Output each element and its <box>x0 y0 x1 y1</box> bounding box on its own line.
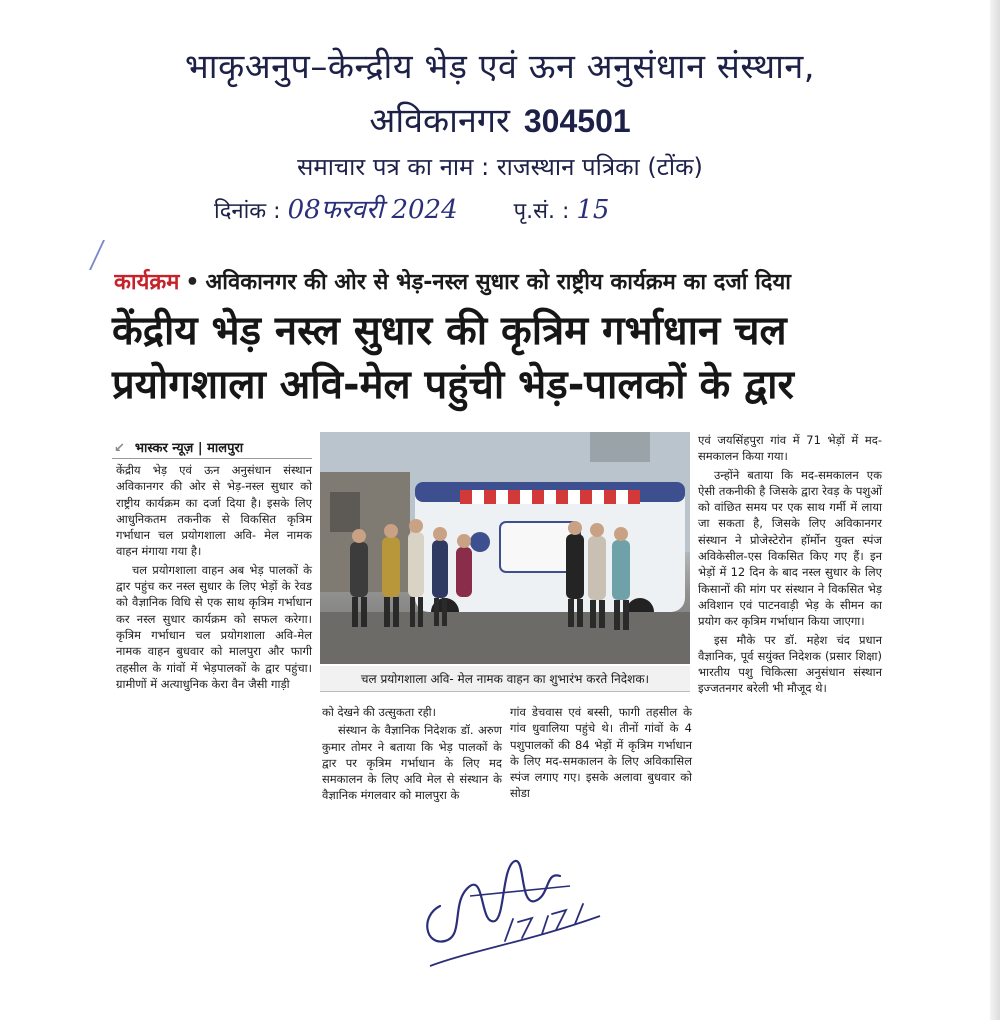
institute-pin: 304501 <box>523 103 631 139</box>
institute-city: अविकानगर <box>369 101 510 141</box>
headline-line-1: केंद्रीय भेड़ नस्ल सुधार की कृत्रिम गर्भाधान चल <box>112 308 787 354</box>
byline-divider <box>112 458 312 459</box>
column-1-paragraph-2: चल प्रयोगशाला वाहन अब भेड़ पालकों के द्वार पहुंच कर नस्ल सुधार के लिए भेड़ों के रेवड को वैज्ञानिक विधि से एक साथ कृत्रिम गर्भाधान कर नस्ल सुधार कार्यक्रम को सफल करेगा। कृत्रिम गर्भाधान चल प्रयोगशाला अवि-मेल नामक वाहन बुधवार को मालपुरा और फागी तहसील के गांवों में भेड़पालकों के द्वार पहुंचा। ग्रामीणों में अत्याधुनिक केरा वैन जैसी गाड़ी <box>116 562 312 691</box>
article-column-2 <box>322 704 502 806</box>
article-column-4 <box>698 432 882 699</box>
column-4-paragraph-2: उन्होंने बताया कि मद-समकालन एक ऐसी तकनीकी है जिसके द्वारा रेवड़ के पशुओं को वांछित समय पर एक साथ गर्मी में लाया जा सकता है, जिसके लिए अविकानगर संस्थान ने प्रोजेस्टेरोन हॉर्मोन युक्त स्पंज अविकेसील-एस विकसित किए गए हैं। इन भेड़ों में 12 दिन के बाद नस्ल सुधार के लिए किसानों की मांग पर संस्थान ने विकसित भेड़ अविशान एवं पाटनवाड़ी भेड़ के सीमन का प्रयोग कर कृत्रिम गर्भाधान किया जाएगा। <box>698 467 882 629</box>
column-4-paragraph-3: इस मौके पर डॉ. महेश चंद प्रधान वैज्ञानिक, पूर्व सयुंक्त निदेशक (प्रसार शिक्षा) भारतीय पशु चिकित्सा अनुसंधान संस्थान इज्जतनगर बरेली भी मौजूद थे। <box>698 632 882 696</box>
photo-caption: चल प्रयोगशाला अवि- मेल नामक वाहन का शुभारंभ करते निदेशक। <box>320 666 690 692</box>
kicker-bullet: • <box>185 270 200 295</box>
column-2-paragraph-2: संस्थान के वैज्ञानिक निदेशक डॉ. अरुण कुमार तोमर ने बताया कि भेड़ पालकों के द्वार पर कृत्रिम गर्भाधान के लिए मद समकालन के लिए अवि मेल से संस्थान के वैज्ञानिक मंगलवार को मालपुरा के <box>322 723 502 803</box>
headline-line-2: प्रयोगशाला अवि-मेल पहुंची भेड़-पालकों के द्वार <box>112 362 794 408</box>
handwritten-signature <box>410 846 630 976</box>
column-1-paragraph-1: केंद्रीय भेड़ एवं ऊन अनुसंधान संस्थान अविकानगर की ओर से भेड़-नस्ल सुधार को राष्ट्रीय कार्यक्रम का दर्जा दिया है। इसके लिए आधुनिकतम तकनीक से विकसित कृत्रिम गर्भाधान चल प्रयोगशाला अवि- मेल नामक वाहन मंगाया गया है। <box>116 463 312 559</box>
institute-location <box>0 96 1000 142</box>
kicker-text: अविकानगर की ओर से भेड़-नस्ल सुधार को राष्ट्रीय कार्यक्रम का दर्जा दिया <box>205 270 791 295</box>
page-number-label: पृ.सं. : <box>513 199 570 224</box>
newspaper-name: समाचार पत्र का नाम : राजस्थान पत्रिका (टोंक) <box>297 153 703 181</box>
column-2-paragraph-1: को देखने की उत्सुकता रही। <box>322 705 437 719</box>
article-photo <box>320 432 690 664</box>
date-label: दिनांक : <box>214 199 281 224</box>
signature-icon <box>410 846 630 976</box>
column-3-paragraph-1: गांव डेचवास एवं बस्सी, फागी तहसील के गांव धुवालिया पहुंचे थे। तीनों गांवों के 4 पशुपालकों की 84 भेड़ों में कृत्रिम गर्भाधान के लिए मद-समकालन के लिए अविकासिल स्पंज लगाए गए। इसके अलावा बुधवार को सोडा <box>510 705 692 801</box>
article-column-3 <box>510 704 692 804</box>
date-page-line <box>214 190 609 226</box>
byline <box>114 438 243 456</box>
byline-text: भास्कर न्यूज़ | मालपुरा <box>134 441 244 456</box>
article-kicker <box>114 266 874 296</box>
byline-arrow-icon: ↙ <box>114 441 125 456</box>
photo-illustration <box>320 432 690 664</box>
article-column-1 <box>116 462 312 694</box>
kicker-tag: कार्यक्रम <box>114 270 180 295</box>
date-value: 08फरवरी 2024 <box>287 195 458 225</box>
page-number-value: 15 <box>576 195 610 225</box>
article-headline <box>112 304 872 412</box>
column-4-paragraph-1: एवं जयसिंहपुरा गांव में 71 भेड़ों में मद-समकालन किया गया। <box>698 433 882 464</box>
institute-name: भाकृअनुप–केन्द्रीय भेड़ एवं ऊन अनुसंधान संस्थान, <box>184 47 816 87</box>
